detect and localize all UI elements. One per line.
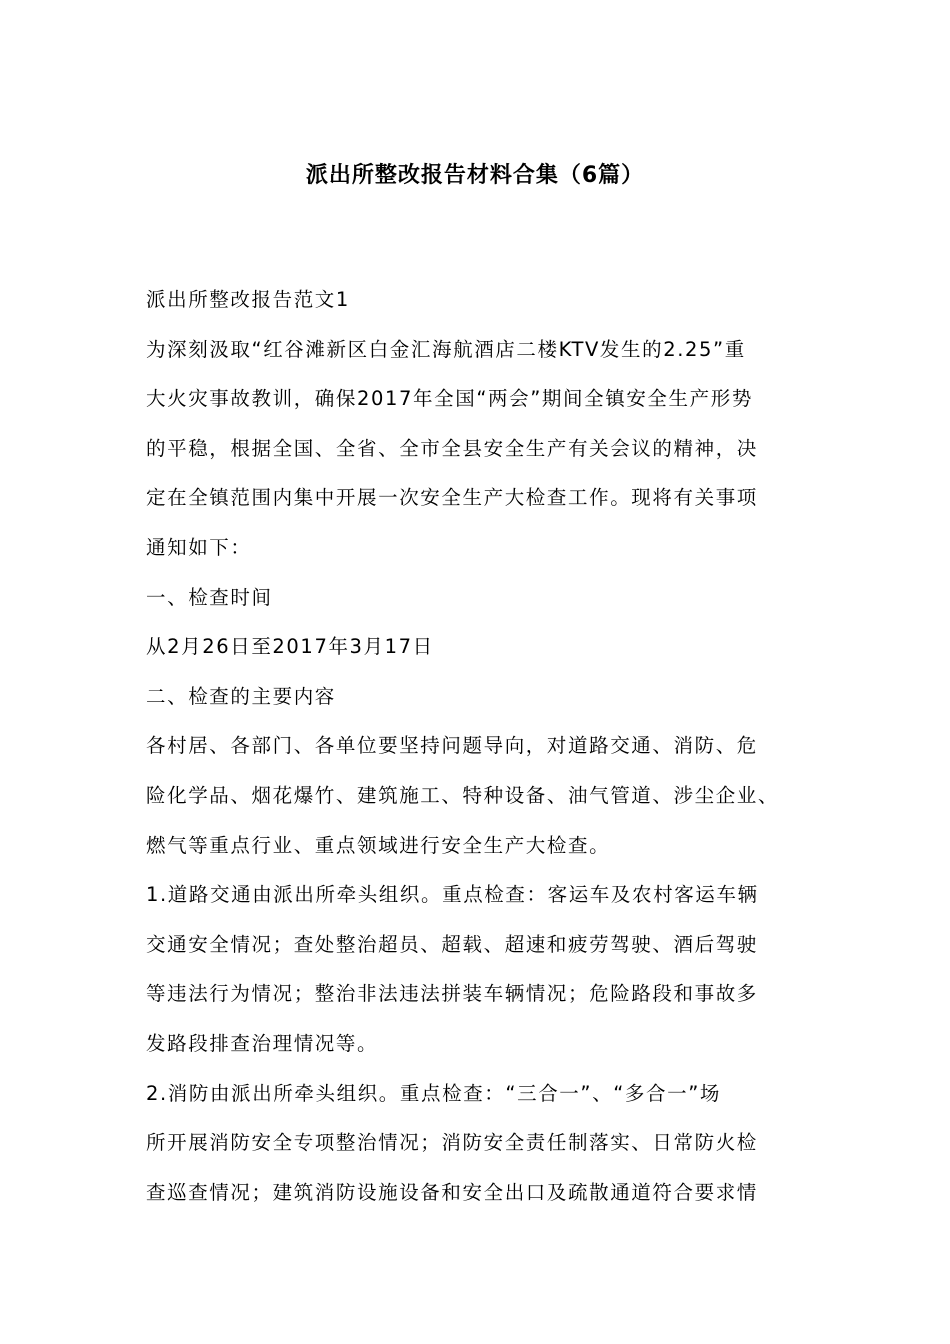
- text-line: 为深刻汲取“红谷滩新区白金汇海航酒店二楼KTV发生的2.25”重: [146, 337, 746, 361]
- text-line: 从2月26日至2017年3月17日: [146, 635, 434, 659]
- text-line: 各村居、各部门、各单位要坚持问题导向，对道路交通、消防、危: [146, 734, 758, 758]
- text-line: 查巡查情况；建筑消防设施设备和安全出口及疏散通道符合要求情: [146, 1180, 758, 1204]
- text-line: 1.道路交通由派出所牵头组织。重点检查：客运车及农村客运车辆: [146, 883, 759, 907]
- text-line: 派出所整改报告范文1: [146, 288, 350, 311]
- text-line: 燃气等重点行业、重点领域进行安全生产大检查。: [146, 833, 611, 857]
- text-line: 通知如下：: [146, 535, 252, 559]
- document-title: 派出所整改报告材料合集（6篇）: [305, 163, 645, 188]
- text-line: 发路段排查治理情况等。: [146, 1031, 379, 1055]
- text-line: 定在全镇范围内集中开展一次安全生产大检查工作。现将有关事项: [146, 486, 758, 510]
- text-line: 交通安全情况；查处整治超员、超载、超速和疲劳驾驶、酒后驾驶: [146, 932, 758, 956]
- text-line: 所开展消防安全专项整治情况；消防安全责任制落实、日常防火检: [146, 1131, 758, 1155]
- text-line: 险化学品、烟花爆竹、建筑施工、特种设备、油气管道、涉尘企业、: [146, 783, 780, 807]
- text-line: 的平稳，根据全国、全省、全市全县安全生产有关会议的精神，决: [146, 436, 758, 460]
- text-line: 大火灾事故教训，确保2017年全国“两会”期间全镇安全生产形势: [146, 387, 753, 411]
- text-line: 一、检查时间: [146, 585, 273, 609]
- text-line: 二、检查的主要内容: [146, 684, 336, 708]
- document-body: [146, 282, 826, 1224]
- text-line: 2.消防由派出所牵头组织。重点检查：“三合一”、“多合一”场: [146, 1081, 722, 1105]
- text-line: 等违法行为情况；整治非法违法拼装车辆情况；危险路段和事故多: [146, 982, 758, 1006]
